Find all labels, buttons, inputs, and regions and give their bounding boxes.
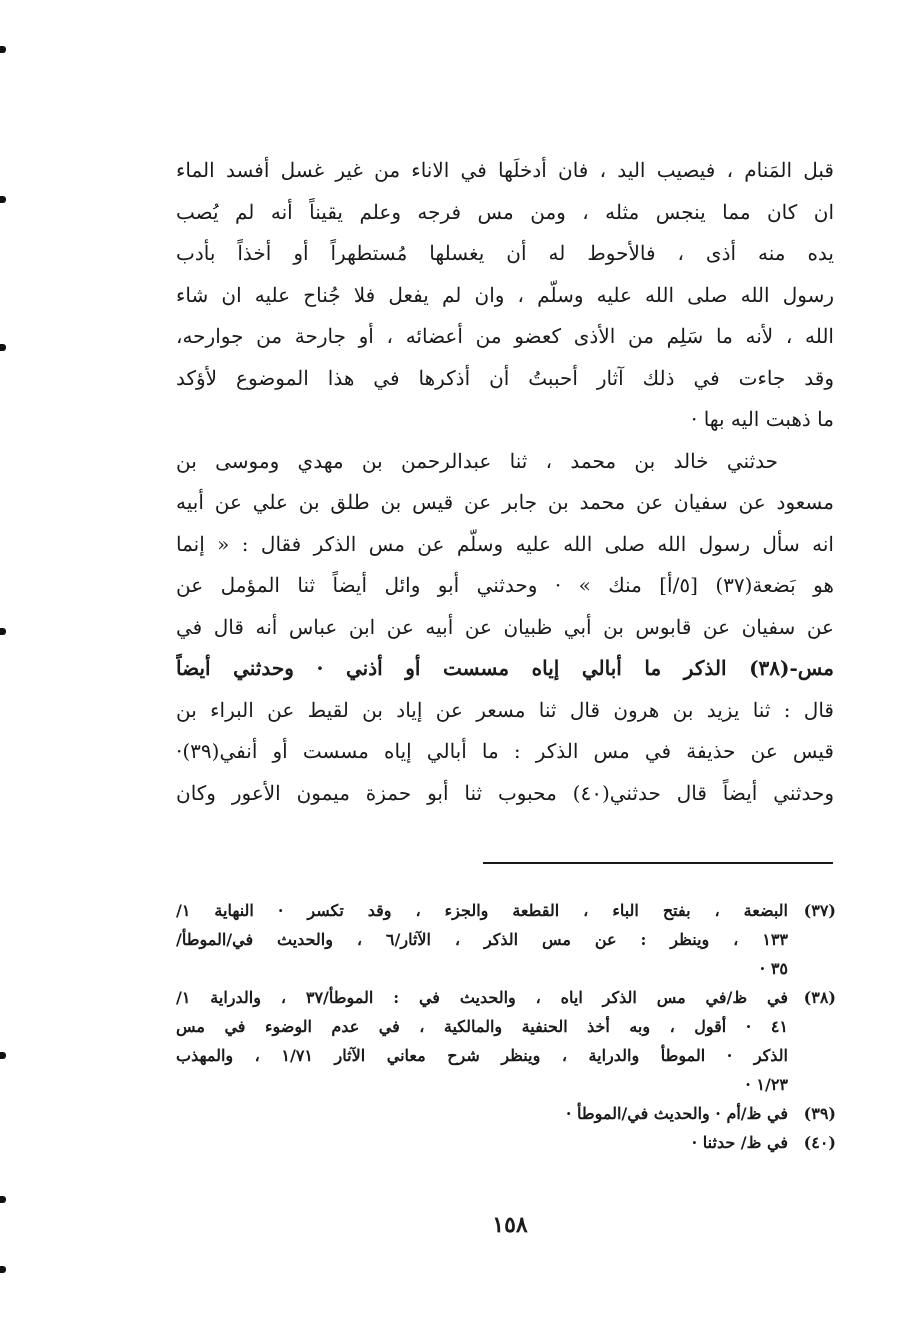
footnote-separator [483,862,833,864]
text-line: يده منه أذى ، فالأحوط له أن يغسلها مُستطهراً أو أخذاً بأدب [176,241,834,265]
scan-edge-mark [0,1266,6,1273]
footnote-40 [176,1128,836,1157]
footnote-number: (٣٨) [803,988,836,1007]
text-line: وحدثني أيضاً قال حدثني(٤٠) محبوب ثنا أبو حمزة ميمون الأعور وكان [176,780,834,805]
footnote-line: ٣٥ · [759,959,788,978]
scan-edge-mark [0,196,6,203]
text-line: هو بَضعة(٣٧) [٥/أ] منك » · وحدثني أبو وائل أيضاً ثنا المؤمل عن [176,573,834,597]
footnote-number: (٣٩) [803,1104,836,1123]
footnote-line: ١٣٣ ، وينظر : عن مس الذكر ، الآثار/٦ ، والحديث في/الموطأ/ [176,930,788,949]
footnote-line: في ظ/أم · والحديث في/الموطأ · [565,1104,788,1123]
text-line: رسول الله صلى الله عليه وسلّم ، وان لم يفعل فلا جُناح عليه ان شاء [176,282,834,307]
scan-edge-mark [0,1196,6,1203]
text-line: انه سأل رسول الله صلى الله عليه وسلّم عن مس الذكر فقال : « إنما [176,531,834,556]
scan-edge-mark [0,1052,6,1059]
footnote-37 [176,896,836,983]
scan-edge-mark [0,628,6,635]
footnote-39 [176,1099,836,1128]
text-line: قبل المَنام ، فيصيب اليد ، فان أدخلَها في الاناء من غير غسل أفسد الماء [176,158,834,182]
page-number: ١٥٨ [492,1212,528,1238]
main-text-block [176,150,834,814]
scan-edge-mark [0,46,6,53]
text-line: ان كان مما ينجس مثله ، ومن مس فرجه وعلم يقيناً أنه لم يُصب [176,199,834,224]
footnote-number: (٤٠) [803,1133,836,1152]
text-line: عن سفيان عن قابوس بن أبي ظبيان عن أبيه عن ابن عباس أنه قال في [176,614,834,639]
footnote-line: في ظ/في مس الذكر اياه ، والحديث في : الموطأ/٣٧ ، والدراية ١/ [176,988,788,1007]
footnote-line: ١/٢٣ · [745,1075,788,1094]
text-line: وقد جاءت في ذلك آثار أحببتُ أن أذكرها في هذا الموضوع لأؤكد [176,365,834,390]
footnote-line: في ظ/ حدثنا · [691,1133,788,1152]
text-line: الله ، لأنه ما سَلِم من الأذى كعضو من أعضائه ، أو جارحة من جوارحه، [176,324,834,348]
text-line: مسعود عن سفيان عن محمد بن جابر عن قيس بن طلق بن علي عن أبيه [176,490,834,514]
footnote-number: (٣٧) [803,901,836,920]
footnote-line: البضعة ، بفتح الباء ، القطعة والجزء ، وقد تكسر · النهاية ١/ [176,901,788,920]
footnotes [176,896,836,1157]
text-line: قيس عن حذيفة في مس الذكر : ما أبالي إياه مسست أو أنفي(٣٩)· [176,739,834,763]
footnote-38 [176,983,836,1099]
text-line: حدثني خالد بن محمد ، ثنا عبدالرحمن بن مهدي وموسى بن [176,448,778,473]
text-line: ما ذهبت اليه بها · [690,407,834,431]
text-line: مس-(٣٨) الذكر ما أبالي إياه مسست أو أذني · وحدثني أيضاً [176,656,834,680]
footnote-line: ٤١ · أقول ، وبه أخذ الحنفية والمالكية ، في عدم الوضوء في مس [176,1017,788,1036]
footnote-line: الذكر · الموطأ والدراية ، وينظر شرح معاني الآثار ١/٧١ ، والمهذب [176,1046,788,1065]
scan-edge-mark [0,344,6,351]
text-line: قال : ثنا يزيد بن هرون قال ثنا مسعر عن إياد بن لقيط عن البراء بن [176,697,834,722]
